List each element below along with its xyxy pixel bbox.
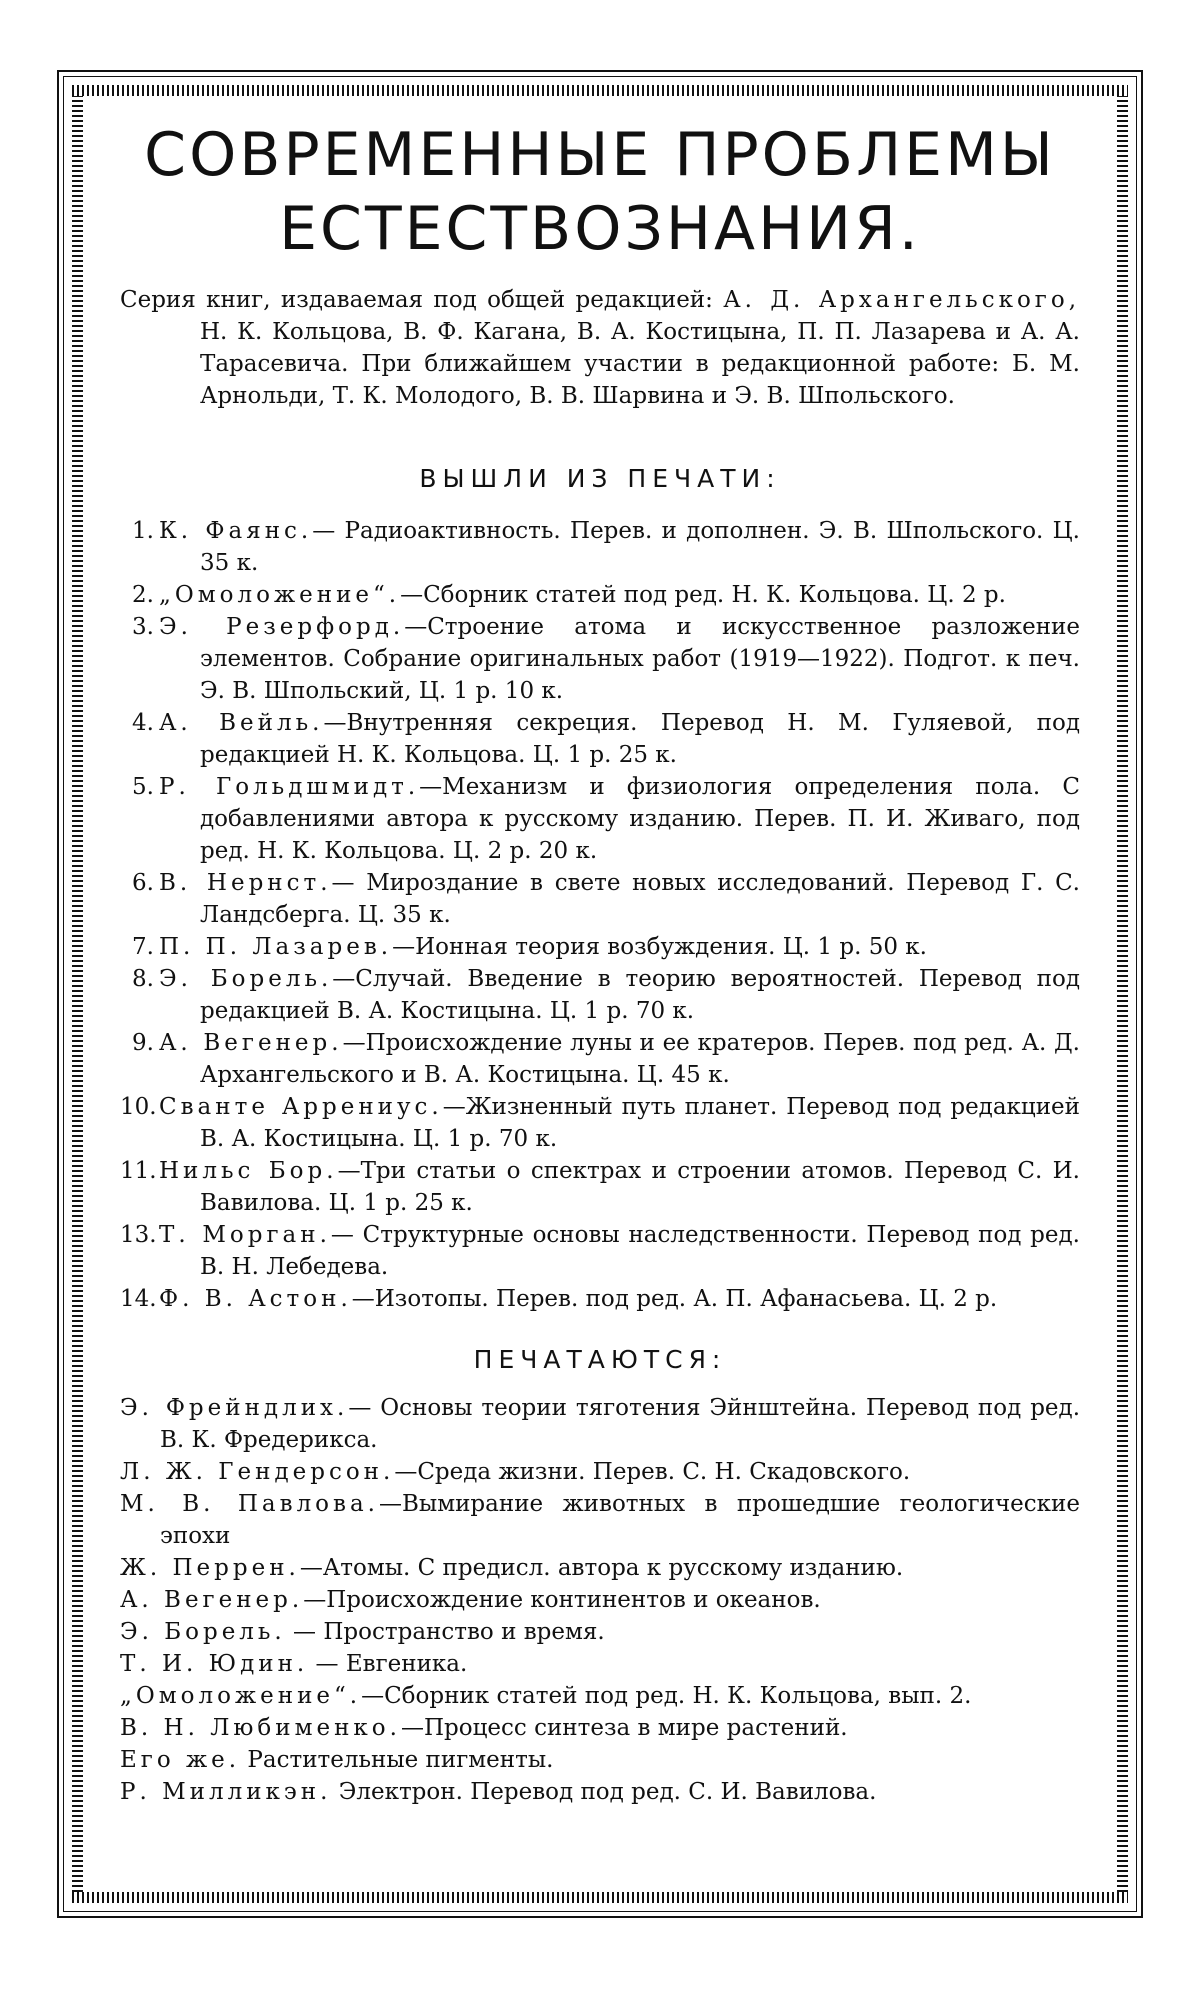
item-author: А. Вегенер. [159,1030,343,1056]
list-item [120,1091,1080,1155]
item-body [159,867,1080,931]
item-text: —Среда жизни. Перев. С. Н. Скадовского. [394,1459,911,1485]
item-body [159,963,1081,1027]
item-text: —Происхождение континентов и океанов. [303,1587,821,1613]
list-item [120,1552,1080,1584]
item-author: А. Вегенер. [120,1587,304,1613]
item-text: Растительные пигменты. [240,1747,554,1773]
printing-heading: ПЕЧАТАЮТСЯ: [473,1345,727,1374]
item-body [159,1027,1080,1091]
item-body [159,931,1080,963]
list-item [120,931,1080,963]
list-item [120,1392,1080,1456]
item-body [159,707,1080,771]
item-number: 8. [132,966,154,992]
item-author: Т. Морган. [159,1222,331,1248]
item-text: —Сборник статей под ред. Н. К. Кольцова. Ц. 2 р. [400,582,1006,608]
item-text: —Происхождение луны и ее кратеров. Перев. под ред. А. Д. Архангельского и В. А. Костицына. Ц. 45 к. [200,1030,1080,1088]
item-number: 13. [120,1222,157,1248]
list-item [120,707,1080,771]
item-body [159,1091,1080,1155]
item-text: —Жизненный путь планет. Перевод под редакцией В. А. Костицына. Ц. 1 р. 70 к. [200,1094,1080,1152]
item-body [159,1219,1080,1283]
item-text: Электрон. Перевод под ред. С. И. Вавилова. [331,1779,877,1805]
item-author: Э. Борель. [120,1619,286,1645]
item-number: 11. [120,1158,157,1184]
item-text: —Случай. Введение в теорию вероятностей. Перевод под редакцией В. А. Костицына. Ц. 1 р. 70 к. [200,966,1081,1024]
list-item [120,1584,1080,1616]
item-number: 14. [120,1286,157,1312]
item-author: Ж. Перрен. [120,1555,300,1581]
item-body [159,579,1080,611]
published-heading: ВЫШЛИ ИЗ ПЕЧАТИ: [419,464,781,493]
series-title-line-2: ЕСТЕСТВОЗНАНИЯ. [279,194,921,264]
list-item [120,1744,1080,1776]
item-text: —Строение атома и искусственное разложение элементов. Собрание оригинальных работ (1919—1922). Подгот. к печ. Э. В. Шпольский, Ц. 1 р. 10 к. [200,614,1080,704]
list-item [120,867,1080,931]
published-list [120,515,1080,1315]
series-title [120,118,1080,266]
list-item [120,1283,1080,1315]
list-item [120,1488,1080,1552]
item-body [159,771,1080,867]
item-author: Сванте Аррениус. [159,1094,443,1120]
item-author: В. Н. Любименко. [120,1715,401,1741]
list-item [120,1155,1080,1219]
intro-editors-2: Б. М. Арнольди, Т. К. Молодого, В. В. Шарвина и Э. В. Шпольского. [200,351,1080,409]
item-author: Его же. [120,1747,241,1773]
item-number: 6. [132,870,154,896]
item-text: — Радиоактивность. Перев. и дополнен. Э. В. Шпольского. Ц. 35 к. [200,518,1080,576]
item-number: 3. [132,614,154,640]
item-text: —Изотопы. Перев. под ред. А. П. Афанасьева. Ц. 2 р. [351,1286,998,1312]
item-author: Т. И. Юдин. [120,1651,309,1677]
list-item [120,1616,1080,1648]
item-text: — Пространство и время. [285,1619,605,1645]
item-text: —Внутренняя секреция. Перевод Н. М. Гуляевой, под редакцией Н. К. Кольцова. Ц. 1 р. 25 к. [200,710,1080,768]
list-item [120,1456,1080,1488]
item-author: „Омоложение“. [120,1683,362,1709]
item-number: 10. [120,1094,157,1120]
item-text: —Три статьи о спектрах и строении атомов. Перевод С. И. Вавилова. Ц. 1 р. 25 к. [200,1158,1080,1216]
item-text: —Механизм и физиология определения пола. С добавлениями автора к русскому изданию. Перев. П. И. Живаго, под ред. Н. К. Кольцова. Ц. 2 р. 20 к. [200,774,1080,864]
item-body [159,1155,1080,1219]
decorative-border-left [72,96,83,1892]
list-item [120,1712,1080,1744]
item-author: Э. Резерфорд. [159,614,405,640]
item-number: 2. [132,582,154,608]
intro-editor-1: А. Д. Архангельского, [723,287,1081,313]
item-body [159,611,1080,707]
item-author: П. П. Лазарев. [159,934,393,960]
item-text: —Вымирание животных в прошедшие геологические эпохи [160,1491,1080,1549]
item-number: 7. [132,934,154,960]
printing-list [120,1392,1080,1808]
item-number: 9. [132,1030,154,1056]
item-number: 1. [132,518,154,544]
series-title-line-1: СОВРЕМЕННЫЕ ПРОБЛЕМЫ [144,120,1056,190]
item-number: 5. [132,774,154,800]
intro-lead: Серия книг, издаваемая под общей редакцией: [120,287,724,313]
item-text: —Ионная теория возбуждения. Ц. 1 р. 50 к. [392,934,927,960]
list-item [120,1219,1080,1283]
list-item [120,1776,1080,1808]
decorative-border-top [72,85,1128,96]
page-content [120,118,1080,1808]
item-text: — Евгеника. [308,1651,468,1677]
list-item [120,771,1080,867]
item-author: Нильс Бор. [159,1158,338,1184]
item-number: 4. [132,710,154,736]
item-author: Э. Фрейндлих. [120,1395,349,1421]
list-item [120,1648,1080,1680]
item-author: Л. Ж. Гендерсон. [120,1459,395,1485]
item-text: —Процесс синтеза в мире растений. [400,1715,848,1741]
item-text: —Сборник статей под ред. Н. К. Кольцова, вып. 2. [361,1683,972,1709]
decorative-border-bottom [72,1892,1128,1903]
item-author: А. Вейль. [159,710,324,736]
series-description [120,284,1080,412]
item-body [159,515,1080,579]
item-text: — Структурные основы наследственности. Перевод под ред. В. Н. Лебедева. [200,1222,1080,1280]
item-text: — Основы теории тяготения Эйнштейна. Перевод под ред. В. К. Фредерикса. [160,1395,1081,1453]
item-author: Р. Милликэн. [120,1779,332,1805]
list-item [120,515,1080,579]
item-author: „Омоложение“. [159,582,401,608]
list-item [120,1027,1080,1091]
intro-lead-2: При ближайшем участии в редакционной работе: [348,351,1013,377]
item-author: Р. Гольдшмидт. [159,774,420,800]
list-item [120,611,1080,707]
list-item [120,963,1080,1027]
item-text: — Мироздание в свете новых исследований. Перевод Г. С. Ландсберга. Ц. 35 к. [200,870,1080,928]
list-item [120,1680,1080,1712]
item-author: Э. Борель. [159,966,333,992]
item-body [159,1283,1080,1315]
list-item [120,579,1080,611]
item-text: —Атомы. С предисл. автора к русскому изданию. [299,1555,904,1581]
intro-editors: Н. К. Кольцова, В. Ф. Кагана, В. А. Костицына, П. П. Лазарева и А. А. Тарасевича. [200,319,1080,377]
item-author: Ф. В. Астон. [159,1286,352,1312]
decorative-border-right [1117,96,1128,1892]
item-author: М. В. Павлова. [120,1491,379,1517]
item-author: В. Нернст. [159,870,332,896]
item-author: К. Фаянс. [159,518,313,544]
